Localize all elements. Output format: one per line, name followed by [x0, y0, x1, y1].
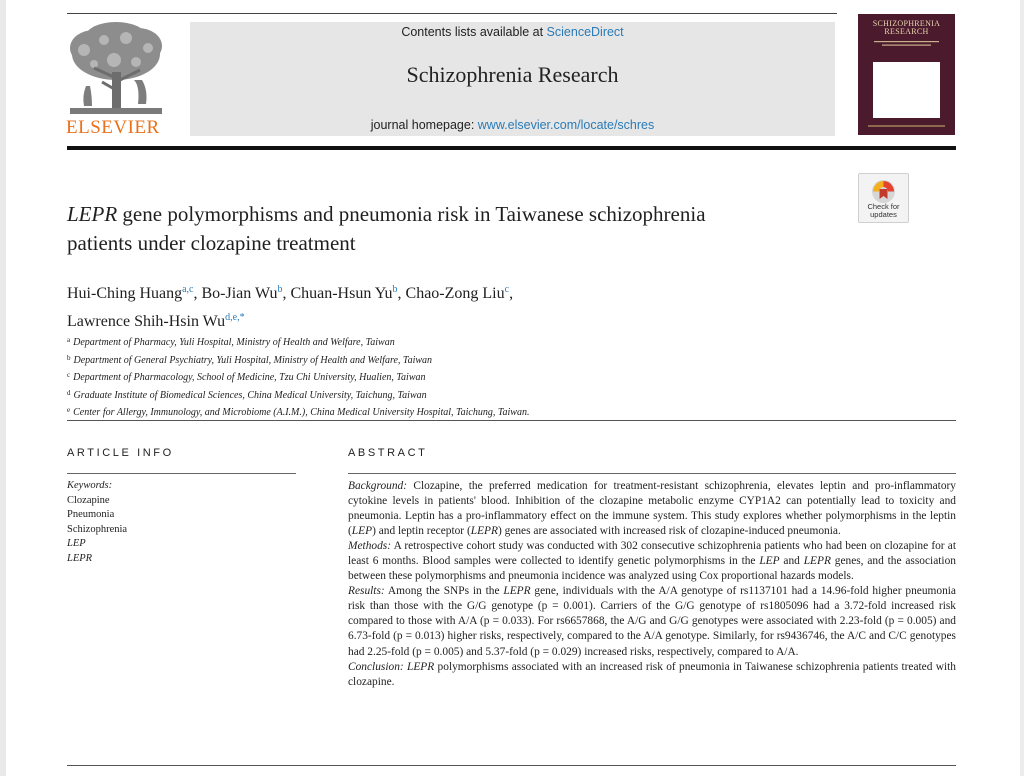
keywords-block — [67, 479, 287, 567]
page-left-edge — [0, 0, 6, 776]
cover-panel — [873, 62, 940, 118]
cover-title — [858, 20, 955, 36]
abstract-text: and — [779, 555, 804, 568]
gene-name: LEPR — [803, 555, 831, 568]
check-updates-label — [859, 203, 908, 219]
check-updates-line1: Check for — [867, 202, 900, 211]
author-affiliation-marks[interactable]: b — [392, 284, 398, 295]
affiliation-mark: e — [67, 406, 71, 415]
gene-name: LEP — [759, 555, 780, 568]
cover-title-line1: SCHIZOPHRENIA — [872, 19, 941, 28]
affiliation-text: Department of Pharmacy, Yuli Hospital, Ministry of Health and Welfare, Taiwan — [73, 337, 395, 348]
results-label: Results: — [348, 585, 385, 598]
abstract-text: Among the SNPs in the — [384, 585, 504, 598]
header-top-rule — [67, 13, 837, 14]
keyword-item[interactable]: LEPR — [67, 552, 93, 564]
author-affiliation-marks[interactable]: b — [277, 284, 283, 295]
cover-subtitle-lines-icon — [864, 40, 949, 48]
keyword-item[interactable]: Clozapine — [67, 494, 110, 506]
author-separator: , — [397, 285, 406, 302]
affiliation-list — [67, 333, 867, 421]
abstract-text: ) and leptin receptor ( — [372, 525, 471, 538]
homepage-prefix: journal homepage: — [370, 118, 478, 132]
title-line2: patients under clozapine treatment — [67, 231, 356, 255]
author-affiliation-marks[interactable]: a,c — [182, 284, 194, 295]
journal-cover-image[interactable] — [858, 14, 955, 135]
affiliation-mark: b — [67, 353, 71, 362]
journal-homepage-link[interactable]: www.elsevier.com/locate/schres — [477, 118, 655, 132]
sciencedirect-link[interactable]: ScienceDirect — [546, 25, 624, 39]
elsevier-wordmark: ELSEVIER — [66, 117, 160, 138]
affiliation-item — [67, 333, 867, 351]
abstract-text: Clozapine, the preferred medication for treatment-resistant schizophrenia, elevates leptin and pro-inflammatory cytokine levels in patients' blood. Inhibition of the clozapine metabolic enzyme CYP1A2 can potentially lead to toxicity and pneumonia. Leptin has a pro-inflammatory effect on the immune system. This study explores whether polymorphisms in the leptin ( — [348, 480, 956, 538]
abstract-background — [348, 479, 956, 539]
author-separator: , — [509, 285, 514, 302]
affiliation-item — [67, 403, 867, 421]
abstract-conclusion — [348, 660, 956, 690]
check-updates-icon — [871, 179, 896, 204]
background-label: Background: — [348, 480, 408, 492]
affiliation-mark: a — [67, 336, 71, 344]
journal-header-box — [190, 22, 835, 136]
article-title — [67, 200, 847, 258]
cover-footer-bar — [868, 125, 945, 127]
abstract-results — [348, 584, 956, 659]
check-for-updates-button[interactable] — [858, 173, 909, 223]
section-divider — [67, 420, 956, 421]
check-updates-line2: updates — [870, 210, 897, 219]
keywords-label: Keywords: — [67, 480, 113, 491]
article-info-rule — [67, 473, 296, 474]
gene-name: LEP — [351, 525, 373, 538]
author-name[interactable]: Chuan-Hsun Yu — [290, 285, 393, 302]
author-list — [67, 278, 867, 334]
author-name[interactable]: Chao-Zong Liu — [405, 285, 505, 302]
keyword-item[interactable]: LEP — [67, 538, 86, 550]
cover-title-line2: RESEARCH — [884, 27, 929, 36]
abstract-methods — [348, 539, 956, 584]
author-separator: , — [193, 285, 202, 302]
methods-label: Methods: — [348, 540, 392, 553]
affiliation-text: Graduate Institute of Biomedical Sciences, China Medical University, Taichung, Taiwan — [73, 389, 427, 401]
abstract-text: polymorphisms associated with an increased risk of pneumonia in Taiwanese schizophrenia patients treated with clozapine. — [348, 660, 956, 688]
abstract-text: A retrospective cohort study was conducted with 302 consecutive schizophrenia patients who had been on clozapine for at least 6 months. Blood samples were collected to identify genetic polymorphisms in the — [348, 540, 956, 568]
conclusion-label: Conclusion: — [348, 660, 404, 673]
author-affiliation-marks[interactable]: d,e,* — [225, 312, 245, 323]
gene-name: LEPR — [407, 660, 435, 673]
affiliation-item — [67, 386, 867, 404]
title-gene-name: LEPR — [67, 202, 118, 226]
keyword-item[interactable]: Pneumonia — [67, 509, 115, 521]
affiliation-text: Department of Pharmacology, School of Medicine, Tzu Chi University, Hualien, Taiwan — [73, 372, 426, 384]
title-line1-rest: gene polymorphisms and pneumonia risk in Taiwanese schizophrenia — [117, 202, 706, 226]
abstract-body — [348, 479, 956, 690]
abstract-heading: ABSTRACT — [348, 447, 428, 459]
homepage-line — [190, 118, 835, 132]
abstract-text: gene, individuals with the A/A genotype of rs1137101 had a 14.96-fold higher pneumonia risk than those with the G/G genotype (p = 0.001). Carriers of the G/G genotype of rs1805096 had a 3.72-fold increased risk compared to those with A/A (p = 0.033). For rs6657868, the A/G and G/G genotypes were associated with 2.23-fold (p = 0.005) and 6.73-fold (p = 0.013) higher risks, respectively, compared to the A/A genotype. Similarly, for rs9436746, the A/C and C/C genotypes had 2.25-fold (p = 0.005) and 5.37-fold (p = 0.029) increased risks, respectively, compared to A/A. — [348, 585, 956, 658]
contents-prefix: Contents lists available at — [401, 25, 547, 39]
abstract-text: ) genes are associated with increased risk of clozapine-induced pneumonia. — [497, 525, 841, 538]
article-info-heading: ARTICLE INFO — [67, 447, 174, 459]
footer-rule — [67, 765, 956, 766]
author-affiliation-marks[interactable]: c — [504, 284, 510, 295]
page-right-edge — [1020, 0, 1024, 776]
gene-name: LEPR — [503, 585, 531, 598]
author-separator: , — [282, 285, 291, 302]
journal-title: Schizophrenia Research — [406, 62, 619, 87]
author-name[interactable]: Hui-Ching Huang — [67, 285, 183, 302]
affiliation-mark: d — [67, 388, 71, 397]
keyword-item[interactable]: Schizophrenia — [67, 523, 128, 535]
abstract-rule — [348, 473, 956, 474]
contents-line — [190, 25, 835, 39]
author-name[interactable]: Bo-Jian Wu — [201, 285, 278, 302]
abstract-text: genes, and the association between these polymorphisms and pneumonia incidence was analyzed using Cox proportional hazards models. — [348, 555, 956, 583]
affiliation-mark: c — [67, 371, 71, 380]
affiliation-item — [67, 351, 867, 369]
affiliation-text: Department of General Psychiatry, Yuli Hospital, Ministry of Health and Welfare, Taiwan — [73, 354, 433, 366]
header-thick-rule — [67, 146, 956, 150]
affiliation-item — [67, 368, 867, 386]
affiliation-text: Center for Allergy, Immunology, and Microbiome (A.I.M.), China Medical University Hospital, Taichung, Taiwan. — [73, 407, 530, 419]
gene-name: LEPR — [470, 525, 498, 538]
author-name[interactable]: Lawrence Shih-Hsin Wu — [67, 313, 226, 330]
